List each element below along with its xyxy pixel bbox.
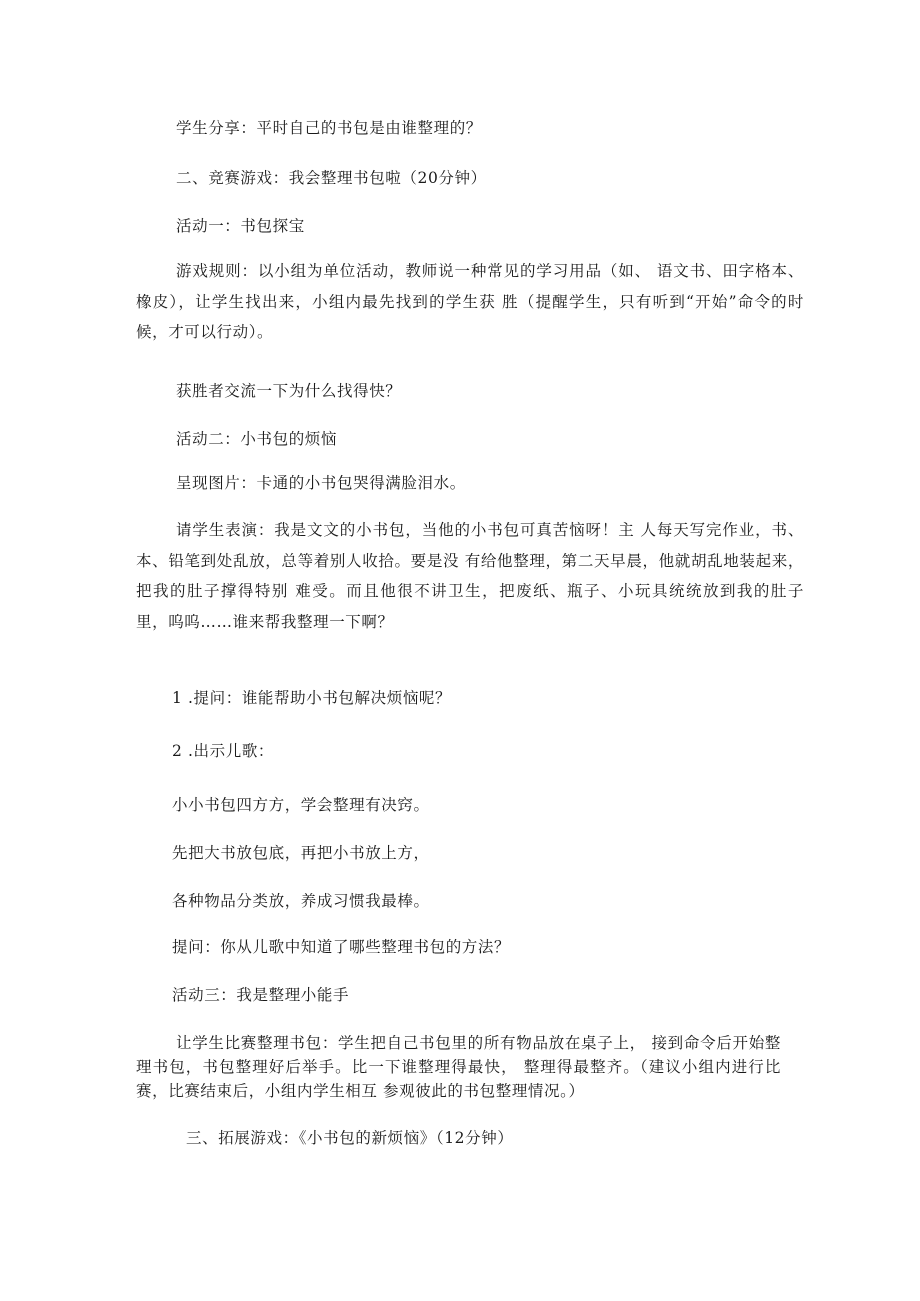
activity-heading-3: 活动三：我是整理小能手 [172, 986, 350, 1004]
text-line-show-picture: 呈现图片：卡通的小书包哭得满脸泪水。 [176, 474, 466, 492]
list-item-show-rhyme: 2 .出示儿歌： [172, 742, 275, 760]
list-item-question: 1 .提问：谁能帮助小书包解决烦恼呢？ [172, 689, 452, 707]
activity-heading-2: 活动二：小书包的烦恼 [176, 430, 338, 448]
activity-heading-1: 活动一：书包探宝 [176, 217, 305, 235]
text-line-winner-share: 获胜者交流一下为什么找得快？ [176, 382, 402, 400]
section-heading-competition-game: 二、竞赛游戏：我会整理书包啦（20分钟） [176, 169, 487, 187]
paragraph-student-performance: 请学生表演：我是文文的小书包，当他的小书包可真苦恼呀！主 人每天写完作业，书、本、铅笔到处乱放，总等着别人收拾。要是没 有给他整理，第二天早晨，他就胡乱地装起来，把我的肚子撑得特别 难受。而且他很不讲卫生，把废纸、瓶子、小玩具统统放到我的肚子 里，呜呜……谁来帮我整理一下啊？ [136, 521, 804, 631]
text-line-student-share: 学生分享：平时自己的书包是由谁整理的？ [176, 119, 482, 137]
rhyme-line-2: 先把大书放包底，再把小书放上方， [172, 844, 430, 862]
rhyme-line-1: 小小书包四方方，学会整理有决窍。 [172, 796, 430, 814]
section-heading-extension-game: 三、拓展游戏：《小书包的新烦恼》（12分钟） [186, 1129, 514, 1147]
paragraph-game-rules: 游戏规则：以小组为单位活动，教师说一种常见的学习用品（如、 语文书、田字格本、橡皮），让学生找出来，小组内最先找到的学生获 胜（提醒学生，只有听到“开始”命令的时候，才可以行动）。 [136, 262, 804, 341]
paragraph-competition-organize: 让学生比赛整理书包：学生把自己书包里的所有物品放在桌子上， 接到命令后开始整理书包，书包整理好后举手。比一下谁整理得最快， 整理得最整齐。（建议小组内进行比赛，比赛结束后，小组内学生相互 参观彼此的书包整理情况。） [136, 1034, 781, 1100]
rhyme-line-3: 各种物品分类放，养成习惯我最棒。 [172, 892, 430, 910]
text-line-rhyme-question: 提问：你从儿歌中知道了哪些整理书包的方法？ [172, 938, 511, 956]
